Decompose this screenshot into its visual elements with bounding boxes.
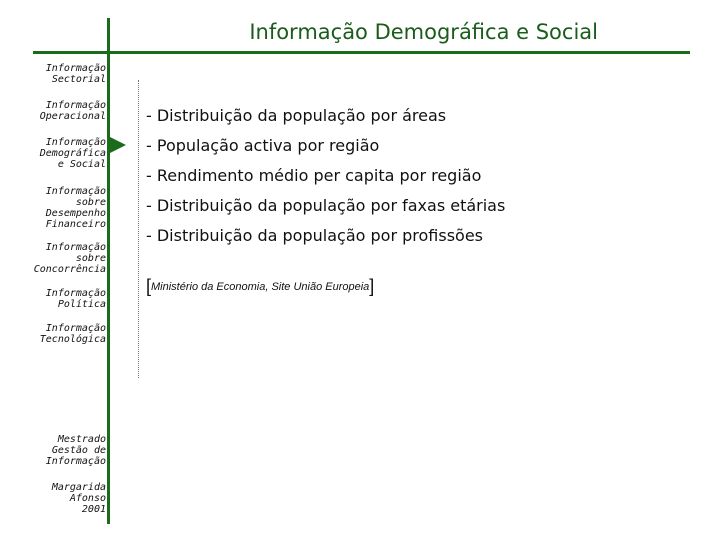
source-bracket-close: ] [369,276,375,296]
slide-title: Informação Demográfica e Social [249,20,598,44]
sidebar-footer-author: Margarida Afonso 2001 [51,482,106,515]
sidebar-item-concorrencia[interactable]: Informação sobre Concorrência [33,242,106,275]
content-list [146,103,505,253]
title-divider [33,51,690,54]
sidebar-divider [107,18,110,524]
list-item: - Distribuição da população por profissões [146,226,483,245]
source-citation [146,276,374,297]
sidebar-item-tecnologica[interactable]: Informação Tecnológica [39,323,106,345]
sidebar-item-operacional[interactable]: Informação Operacional [39,100,106,122]
source-bracket-open: [ [146,276,152,296]
triangle-right-icon [110,137,126,153]
sidebar-item-politica[interactable]: Informação Política [45,288,106,310]
list-item: - Distribuição da população por faxas etárias [146,196,506,215]
list-item: - População activa por região [146,136,380,155]
sidebar-footer-course: Mestrado Gestão de Informação [45,434,106,467]
list-item: - Distribuição da população por áreas [146,106,447,125]
list-item: - Rendimento médio per capita por região [146,166,482,185]
sidebar-item-demografica[interactable]: Informação Demográfica e Social [39,137,106,170]
sidebar-item-desempenho-financeiro[interactable]: Informação sobre Desempenho Financeiro [45,186,106,230]
content-dotted-guide [138,80,139,378]
source-text: Ministério da Economia, Site União Europeia [151,281,370,293]
sidebar-item-sectorial[interactable]: Informação Sectorial [45,63,106,85]
